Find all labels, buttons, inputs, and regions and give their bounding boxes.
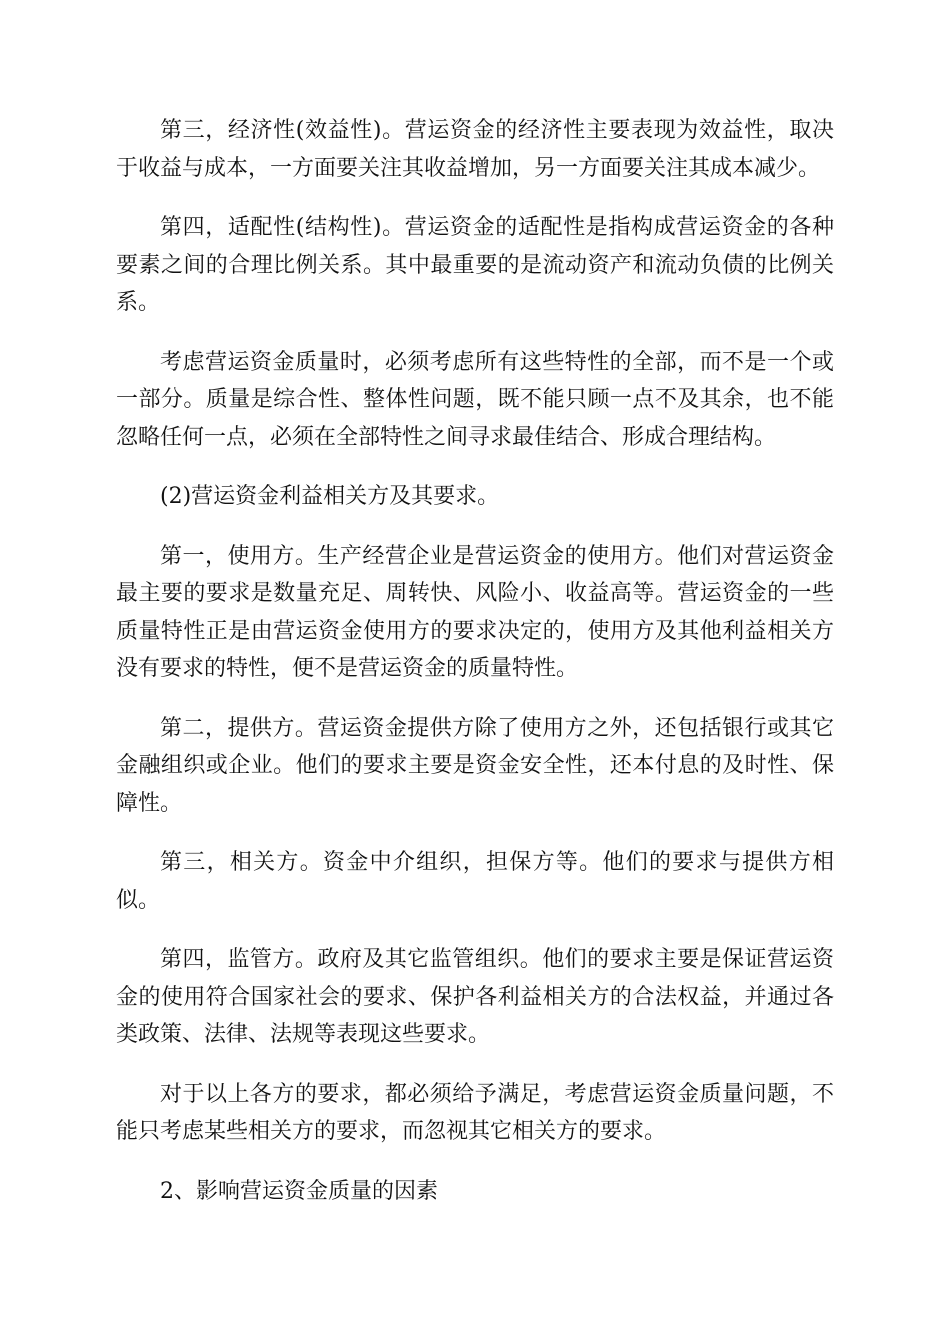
paragraph-summary: 对于以上各方的要求，都必须给予满足，考虑营运资金质量问题，不能只考虑某些相关方的要求，而忽视其它相关方的要求。 bbox=[116, 1081, 834, 1144]
paragraph-related-party: 第三，相关方。资金中介组织，担保方等。他们的要求与提供方相似。 bbox=[116, 850, 834, 913]
paragraph-provider: 第二，提供方。营运资金提供方除了使用方之外，还包括银行或其它金融组织或企业。他们的要求主要是资金安全性，还本付息的及时性、保障性。 bbox=[116, 715, 834, 816]
section-heading-factors: 2、影响营运资金质量的因素 bbox=[160, 1178, 438, 1204]
paragraph-quality-overall: 考虑营运资金质量时，必须考虑所有这些特性的全部，而不是一个或一部分。质量是综合性、整体性问题，既不能只顾一点不及其余，也不能忽略任何一点，必须在全部特性之间寻求最佳结合、形成合理结构。 bbox=[116, 349, 834, 450]
document-page bbox=[116, 112, 834, 1232]
paragraph-adaptability: 第四，适配性(结构性)。营运资金的适配性是指构成营运资金的各种要素之间的合理比例关系。其中最重要的是流动资产和流动负债的比例关系。 bbox=[116, 215, 834, 315]
paragraph-economy: 第三，经济性(效益性)。营运资金的经济性主要表现为效益性，取决于收益与成本，一方面要关注其收益增加，另一方面要关注其成本减少。 bbox=[116, 118, 834, 181]
paragraph-stakeholders-heading: (2)营运资金利益相关方及其要求。 bbox=[160, 484, 500, 509]
paragraph-regulator: 第四，监管方。政府及其它监管组织。他们的要求主要是保证营运资金的使用符合国家社会的要求、保护各利益相关方的合法权益，并通过各类政策、法律、法规等表现这些要求。 bbox=[116, 947, 834, 1047]
paragraph-user: 第一，使用方。生产经营企业是营运资金的使用方。他们对营运资金最主要的要求是数量充足、周转快、风险小、收益高等。营运资金的一些质量特性正是由营运资金使用方的要求决定的，使用方及其他利益相关方没有要求的特性，便不是营运资金的质量特性。 bbox=[116, 543, 834, 681]
